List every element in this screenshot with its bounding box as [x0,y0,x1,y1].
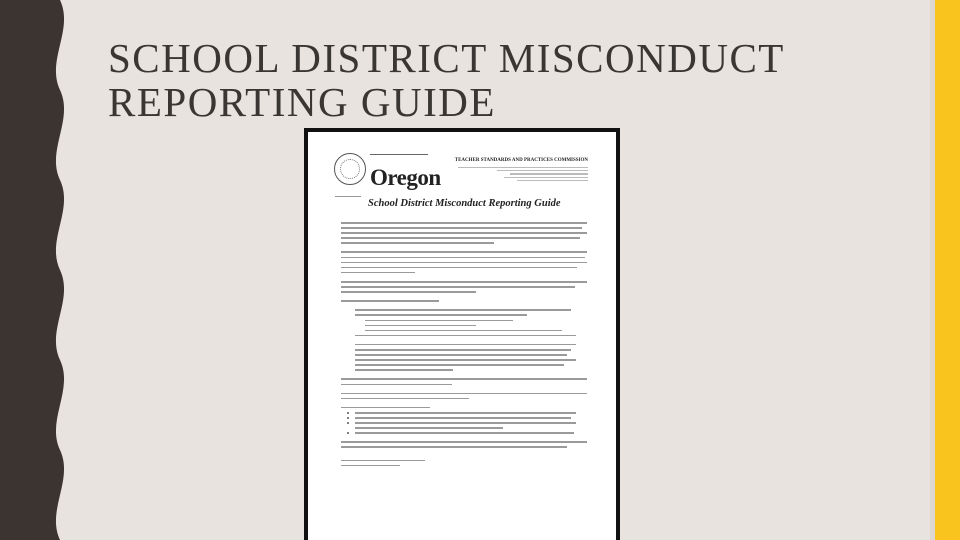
document-body-text [341,222,587,470]
slide-title-line-1: SCHOOL DISTRICT MISCONDUCT [108,35,785,81]
document-page [308,132,616,540]
document-image-frame [304,128,620,540]
oregon-logo: Oregon [370,165,441,190]
document-heading: School District Misconduct Reporting Guide [368,198,561,209]
wavy-left-band [0,0,72,540]
slide-title-line-2: REPORTING GUIDE [108,79,496,125]
logo-rule [370,154,428,155]
agency-name: TEACHER STANDARDS AND PRACTICES COMMISSION [454,158,588,163]
accent-bar [935,0,960,540]
governor-line [335,196,361,197]
oregon-state-seal-icon [334,153,366,185]
agency-address-block [458,166,588,183]
slide-title [108,36,785,124]
